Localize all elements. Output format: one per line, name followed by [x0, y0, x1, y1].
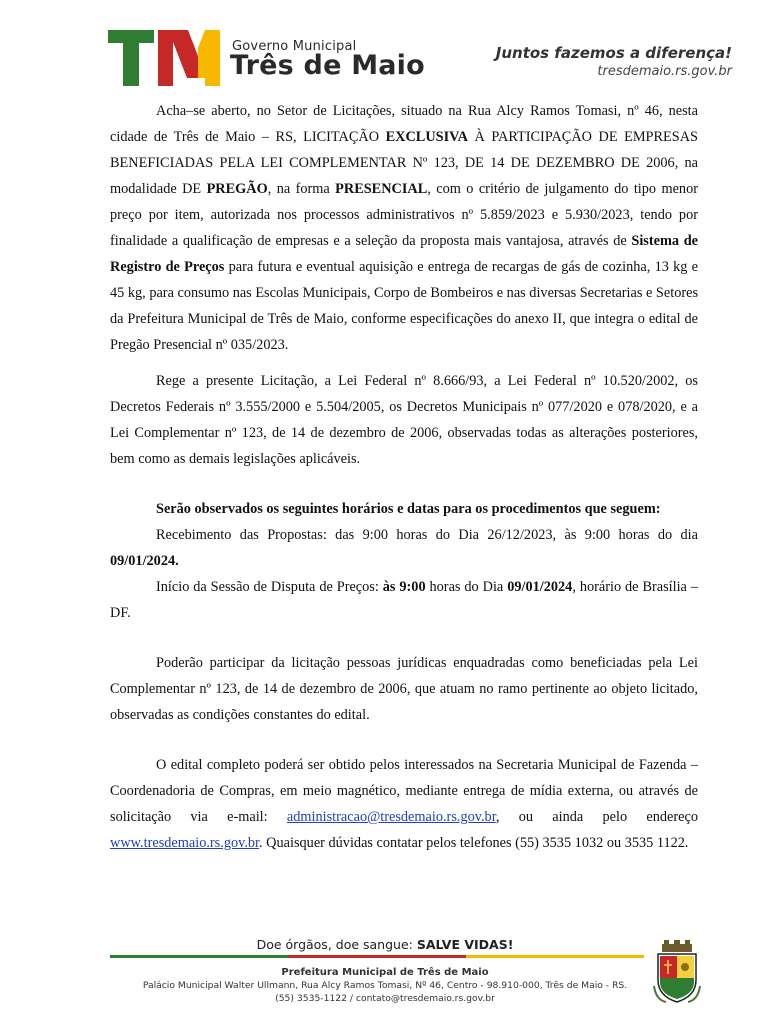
- website-link[interactable]: www.tresdemaio.rs.gov.br: [110, 835, 260, 851]
- paragraph-edital: [110, 752, 698, 856]
- bold-text: Sistema de Registro de Preços: [110, 233, 698, 275]
- paragraph-legislation: Rege a presente Licitação, a Lei Federal nº 8.666/93, a Lei Federal nº 10.520/2002, os Decretos Federais nº 3.555/2000 e 5.504/2005, os Decretos Municipais nº 077/2020 e 078/2020, e a Lei Complementar nº 123, de 14 de dezembro de 2006, observadas todas as alterações posteriores, bem como as demais legislações aplicáveis.: [110, 373, 698, 467]
- bold-text: PRESENCIAL: [335, 181, 428, 197]
- bold-text: PREGÃO: [206, 181, 268, 197]
- brand-title: Três de Maio: [230, 50, 425, 81]
- text: para futura e eventual aquisição e entrega de recargas de gás de cozinha, 13 kg e 45 kg, para consumo nas Escolas Municipais, Corpo de Bombeiros e nas diversas Secretarias e Setores da Prefeitura Municipal de Três de Maio, conforme especificações do anexo II, que integra o edital de Pregão Presencial nº 035/2023.: [110, 259, 699, 353]
- text: , horário de Brasília – DF.: [110, 579, 698, 621]
- paragraph-opening: [110, 98, 698, 358]
- brand-subtitle: Governo Municipal: [232, 39, 357, 54]
- schedule-session: [110, 574, 698, 626]
- bold-text: 09/01/2024.: [110, 553, 179, 569]
- schedule-heading: [110, 496, 698, 522]
- text: Doe órgãos, doe sangue:: [256, 937, 417, 952]
- text: Recebimento das Propostas: das 9:00 horas do Dia 26/12/2023, às 9:00 horas do dia: [156, 527, 698, 543]
- email-link[interactable]: administracao@tresdemaio.rs.gov.br: [286, 809, 496, 825]
- text: , ou ainda pelo endereço: [495, 809, 698, 825]
- text: O edital completo poderá ser obtido pelos interessados na Secretaria Municipal de Fazenda – Coordenadoria de Compras, em meio magnético, mediante entrega de mídia externa, ou através de solicitação via e-mail:: [110, 757, 698, 825]
- footer-contact: (55) 3535-1122 / contato@tresdemaio.rs.gov.br: [275, 993, 495, 1004]
- text: Início da Sessão de Disputa de Preços:: [156, 579, 383, 595]
- tm-logo-icon: [108, 30, 220, 86]
- coat-of-arms-icon: [652, 940, 702, 1006]
- header-site: tresdemaio.rs.gov.br: [597, 64, 732, 79]
- bold-text: SALVE VIDAS!: [416, 937, 514, 952]
- text: . Quaisquer dúvidas contatar pelos telefones (55) 3535 1032 ou 3535 1122.: [259, 835, 689, 851]
- bold-text: 09/01/2024: [507, 579, 573, 595]
- bold-text: EXCLUSIVA: [385, 129, 468, 145]
- footer-address: Palácio Municipal Walter Ullmann, Rua Alcy Ramos Tomasi, Nº 46, Centro - 98.910-000, Três de Maio - RS.: [142, 980, 628, 991]
- document-body: [110, 98, 698, 856]
- header-slogan: Juntos fazemos a diferença!: [495, 44, 732, 62]
- page-header: [0, 0, 770, 100]
- paragraph-participation: Poderão participar da licitação pessoas jurídicas enquadradas como beneficiadas pela Lei Complementar nº 123, de 14 de dezembro de 2006, que atuam no ramo pertinente ao objeto licitado, observadas as condições constantes do edital.: [110, 655, 698, 723]
- footer-color-stripe: [110, 955, 644, 958]
- text: horas do Dia: [425, 579, 508, 595]
- footer-org: Prefeitura Municipal de Três de Maio: [281, 967, 489, 978]
- bold-text: Serão observados os seguintes horários e datas para os procedimentos que seguem:: [156, 501, 661, 517]
- schedule-receipt: [110, 522, 698, 574]
- text: , com o critério de julgamento do tipo menor preço por item, autorizada nos processos administrativos nº 5.859/2023 e 5.930/2023, tendo por finalidade a qualificação de empresas e a seleção da proposta mais vantajosa, através de: [110, 181, 698, 249]
- bold-text: às 9:00: [382, 579, 426, 595]
- text: Acha–se aberto, no Setor de Licitações, situado na Rua Alcy Ramos Tomasi, nº 46, nesta cidade de Três de Maio – RS, LICITAÇÃO: [110, 103, 698, 145]
- text: À PARTICIPAÇÃO DE EMPRESAS BENEFICIADAS PELA LEI COMPLEMENTAR Nº 123, DE 14 DE DEZEMBRO DE 2006, na modalidade DE: [110, 129, 699, 197]
- text: , na forma: [267, 181, 336, 197]
